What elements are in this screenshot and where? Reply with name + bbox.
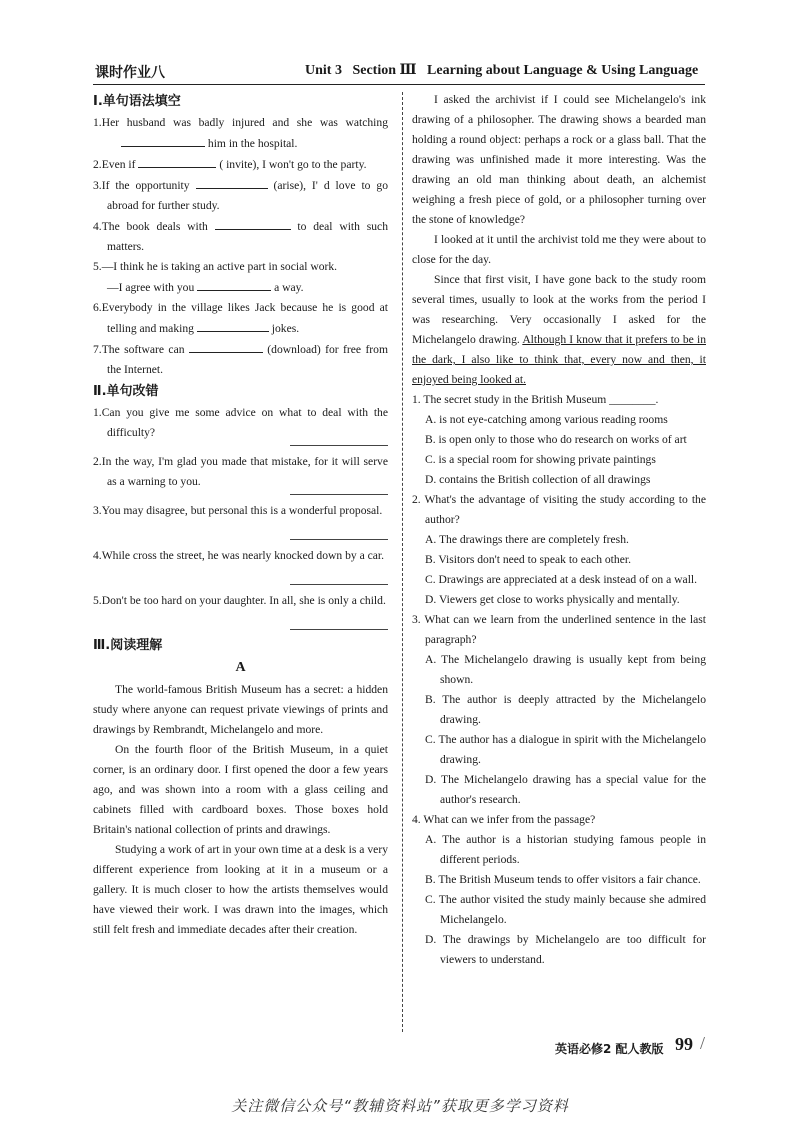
header-rule — [93, 84, 705, 85]
worksheet-label: 课时作业八 — [95, 65, 165, 81]
passage-paragraph: Since that first visit, I have gone back to the study room several times, usually to look at the works from the period I was researching. Very occasionally I asked for the Michelangelo drawing. Although I know that it prefers to be in the dark, I also like to think that, every now and then, it enjoyed being looked at. — [412, 273, 706, 386]
question-stem: 1. The secret study in the British Museum ________. — [412, 393, 659, 406]
grammar-item: 6.Everybody in the village likes Jack because he is good at telling and making jokes. — [93, 301, 388, 335]
answer-option[interactable]: D. The drawings by Michelangelo are too difficult for viewers to understand. — [425, 933, 706, 966]
watermark-text: 关注微信公众号“教辅资料站”获取更多学习资料 — [231, 1097, 569, 1115]
question-block — [412, 490, 706, 610]
answer-blank[interactable] — [197, 318, 269, 332]
grammar-item: 7.The software can (download) for free from the Internet. — [93, 339, 388, 380]
answer-option[interactable]: B. The author is deeply attracted by the Michelangelo drawing. — [425, 693, 706, 726]
answer-line[interactable] — [290, 619, 388, 630]
page-number: 99 — [675, 1034, 693, 1054]
answer-line[interactable] — [290, 574, 388, 585]
answer-option[interactable]: C. Drawings are appreciated at a desk instead of on a wall. — [425, 573, 698, 586]
answer-option[interactable]: B. is open only to those who do research on works of art — [425, 433, 687, 446]
answer-option[interactable]: A. The author is a historian studying famous people in different periods. — [425, 833, 706, 866]
question-block — [412, 390, 706, 490]
unit-section-title: Unit 3 Section Ⅲ Learning about Language & Using Language — [305, 63, 699, 78]
answer-option[interactable]: C. The author has a dialogue in spirit with the Michelangelo drawing. — [425, 733, 706, 766]
passage-paragraph: I asked the archivist if I could see Michelangelo's ink drawing of a philosopher. The drawing shows a bearded man holding a round object: perhaps a rock or a glass ball. That the drawing was unfinished made it more interesting. Was the drawing an old man thinking about death, an alchemist weighing a fresh piece of gold, or a philosopher turning over the stone of knowledge? — [412, 93, 706, 226]
section3-title: Ⅲ.阅读理解 — [93, 638, 163, 653]
answer-option[interactable]: D. contains the British collection of all drawings — [425, 473, 651, 486]
answer-option[interactable]: B. Visitors don't need to speak to each other. — [425, 553, 631, 566]
answer-blank[interactable] — [215, 216, 291, 230]
question-block — [412, 810, 706, 970]
correction-item: 2.In the way, I'm glad you made that mistake, for it will serve as a warning to you. — [93, 455, 388, 488]
answer-option[interactable]: A. The drawings there are completely fresh. — [425, 533, 629, 546]
answer-option[interactable]: C. is a special room for showing private paintings — [425, 453, 656, 466]
question-stem: 3. What can we learn from the underlined sentence in the last paragraph? — [412, 613, 706, 646]
question-block — [412, 610, 706, 810]
answer-blank[interactable] — [138, 154, 216, 168]
book-label: 英语必修2 配人教版 — [555, 1042, 664, 1056]
answer-option[interactable]: A. The Michelangelo drawing is usually kept from being shown. — [425, 653, 706, 686]
page-slash: / — [700, 1033, 706, 1053]
answer-line[interactable] — [290, 529, 388, 540]
answer-option[interactable]: D. The Michelangelo drawing has a special value for the author's research. — [425, 773, 706, 806]
question-stem: 2. What's the advantage of visiting the study according to the author? — [412, 493, 706, 526]
correction-item: 5.Don't be too hard on your daughter. In all, she is only a child. — [93, 594, 386, 607]
passage-paragraph: The world-famous British Museum has a secret: a hidden study where anyone can request private viewings of prints and drawings by Rembrandt, Michelangelo and more. — [93, 683, 388, 736]
section1-title: Ⅰ.单句语法填空 — [93, 94, 181, 109]
grammar-item: 4.The book deals with to deal with such matters. — [93, 216, 388, 257]
correction-item: 1.Can you give me some advice on what to deal with the difficulty? — [93, 406, 388, 439]
question-stem: 4. What can we infer from the passage? — [412, 813, 596, 826]
answer-option[interactable]: C. The author visited the study mainly because she admired Michelangelo. — [425, 893, 706, 926]
correction-item: 4.While cross the street, he was nearly knocked down by a car. — [93, 549, 385, 562]
answer-blank[interactable] — [189, 339, 263, 353]
answer-option[interactable]: B. The British Museum tends to offer visitors a fair chance. — [425, 873, 701, 886]
answer-line[interactable] — [290, 484, 388, 495]
answer-blank[interactable] — [197, 277, 271, 291]
right-column — [412, 90, 706, 970]
grammar-item: 1.Her husband was badly injured and she was watching him in the hospital. — [93, 116, 388, 150]
answer-line[interactable] — [290, 435, 388, 446]
grammar-item: 3.If the opportunity (arise), I' d love to go abroad for further study. — [93, 175, 388, 216]
left-column — [93, 90, 388, 940]
column-divider — [402, 92, 403, 1032]
passage-paragraph: Studying a work of art in your own time at a desk is a very different experience from looking at it in a museum or a gallery. It is much closer to how the artists themselves would have viewed their work. I was drawn into the images, which still felt fresh and immediate decades after their creation. — [93, 843, 388, 936]
answer-blank[interactable] — [121, 133, 205, 147]
passage-paragraph: I looked at it until the archivist told me they were about to close for the day. — [412, 233, 706, 266]
underlined-sentence: Although I know that it prefers to be in the dark, I also like to think that, every now and then, it enjoyed being looked at. — [412, 333, 706, 386]
answer-option[interactable]: D. Viewers get close to works physically and mentally. — [425, 593, 680, 606]
passage-paragraph: On the fourth floor of the British Museum, in a quiet corner, is an ordinary door. I first opened the door a few years ago, and was shown into a room with a glass ceiling and cabinets filled with cardboard boxes. Those boxes hold Britain's national collection of prints and drawings. — [93, 743, 388, 836]
answer-option[interactable]: A. is not eye-catching among various reading rooms — [425, 413, 668, 426]
grammar-item: 2.Even if ( invite), I won't go to the party. — [93, 154, 388, 175]
answer-blank[interactable] — [196, 175, 268, 189]
section2-title: Ⅱ.单句改错 — [93, 384, 159, 399]
grammar-item: 5.—I think he is taking an active part in social work. —I agree with you a way. — [93, 260, 338, 294]
passage-title: A — [235, 660, 246, 675]
correction-item: 3.You may disagree, but personal this is a wonderful proposal. — [93, 504, 383, 517]
